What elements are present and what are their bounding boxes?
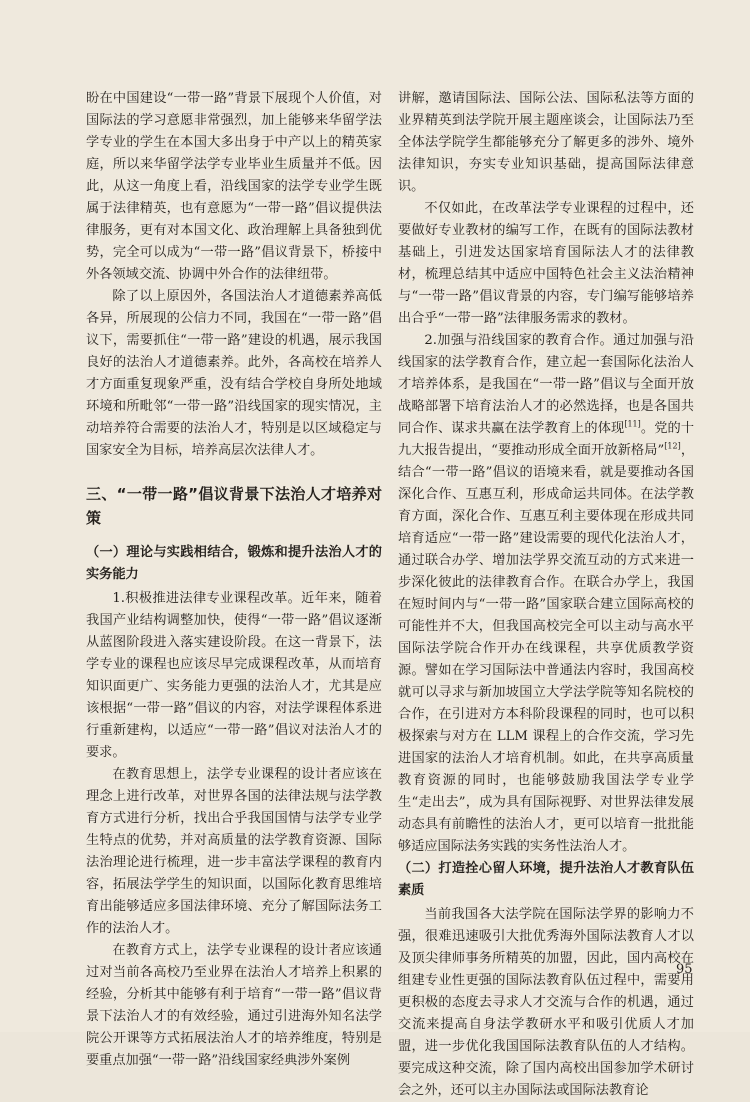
body-paragraph: 盼在中国建设“一带一路”背景下展现个人价值，对国际法的学习意愿非常强烈，加上能够来华留学法学专业的学生在本国大多出身于中产以上的精英家庭，所以来华留学法学专业毕业生质量并不低。因此，从这一角度上看，沿线国家的法学专业学生既属于法律精英，也有意愿为“一带一路”倡议提供法律服务，更有对本国文化、政治理解上具备独到优势，完全可以成为“一带一路”倡议背景下，桥接中外各领域交流、协调中外合作的法律纽带。 <box>86 91 382 282</box>
body-paragraph: 不仅如此，在改革法学专业课程的过程中，还要做好专业教材的编写工作，在既有的国际法教材基础上，引进发达国家培育国际法人才的法律教材，梳理总结其中适应中国特色社会主义法治精神与“一带一路”倡议背景的内容，专门编写能够培养出合乎“一带一路”法律服务需求的教材。 <box>398 201 694 326</box>
body-paragraph: 除了以上原因外，各国法治人才道德素养高低各异，所展现的公信力不同，我国在“一带一路”倡议下，需要抓住“一带一路”建设的机遇，展示我国良好的法治人才道德素养。此外，各高校在培养人才方面重复现象严重，没有结合学校自身所处地域环境和所毗邻“一带一路”沿线国家的现实情况，主动培养符合需要的法治人才，特别是以区域稳定与国家安全为目标，培养高层次法律人才。 <box>86 289 382 458</box>
body-paragraph: 在教育思想上，法学专业课程的设计者应该在理念上进行改革，对世界各国的法律法规与法学教育方式进行分析，找出合乎我国国情与法学专业学生特点的优势，并对高质量的法学教育资源、国际法治理论进行梳理，进一步丰富法学课程的教育内容，拓展法学学生的知识面，以国际化教育思维培育出能够适应多国法律环境、充分了解国际法务工作的法治人才。 <box>86 767 382 936</box>
section-heading: 三、“一带一路”倡议背景下法治人才培养对策 <box>86 485 382 527</box>
body-paragraph: 在教育方式上，法学专业课程的设计者应该通过对当前各高校乃至业界在法治人才培养上积累的经验，分析其中能够有利于培育“一带一路”倡议背景下法治人才的有效经验，通过引进海外知名法学院公开课等方式拓展法治人才的培养维度，特别是要重点加强“一带一路”沿线国家经典涉外案例 <box>86 943 382 1068</box>
left-column <box>86 88 382 1072</box>
paragraph-text: 2.加强与沿线国家的教育合作。通过加强与沿线国家的法学教育合作，建立起一套国际化法治人才培养体系，是我国在“一带一路”倡议与全面开放战略部署下培育法治人才的必然选择，也是各国共同合作、谋求共赢在法学教育上的体现 <box>398 333 694 436</box>
body-paragraph: 当前我国各大法学院在国际法学界的影响力不强，很难迅速吸引大批优秀海外国际法教育人才以及顶尖律师事务所精英的加盟，因此，国内高校在组建专业性更强的国际法教育队伍过程中，需要用更积极的态度去寻求人才交流与合作的机遇，通过交流来提高自身法学教研水平和吸引优质人才加盟，进一步优化我国国际法教育队伍的人才结构。要完成这种交流，除了国内高校出国参加学术研讨会之外，还可以主办国际法或国际法教育论 <box>398 907 694 1098</box>
citation-ref: [12] <box>664 441 681 451</box>
subsection-heading: （一）理论与实践相结合，锻炼和提升法治人才的实务能力 <box>86 545 382 582</box>
page-number: 95 <box>676 962 693 977</box>
subsection-heading: （二）打造拴心留人环境，提升法治人才教育队伍素质 <box>398 861 694 898</box>
body-paragraph <box>398 330 694 858</box>
body-paragraph: 1.积极推进法律专业课程改革。近年来，随着我国产业结构调整加快，使得“一带一路”倡议逐渐从蓝图阶段进入落实建设阶段。在这一背景下，法学专业的课程也应该尽早完成课程改革，从而培育知识面更广、实务能力更强的法治人才，尤其是应该根据“一带一路”倡议的内容，对法学课程体系进行重新建构，以适应“一带一路”倡议对法治人才的要求。 <box>86 591 382 760</box>
body-paragraph: 讲解，邀请国际法、国际公法、国际私法等方面的业界精英到法学院开展主题座谈会，让国际法乃至全体法学院学生都能够充分了解更多的涉外、境外法律知识，夯实专业知识基础，提高国际法律意识。 <box>398 91 694 194</box>
paragraph-text: ，结合“一带一路”倡议的语境来看，就是要推动各国深化合作、互惠互利，形成命运共同体。在法学教育方面，深化合作、互惠互利主要体现在形成共同培育适应“一带一路”建设需要的现代化法治人才，通过联合办学、增加法学界交流互动的方式来进一步深化彼此的法律教育合作。在联合办学上，我国在短时间内与“一带一路”国家联合建立国际高校的可能性并不大，但我国高校完全可以主动与高水平国际法学院合作开办在线课程，共享优质教学资源。譬如在学习国际法中普通法内容时，我国高校就可以寻求与新加坡国立大学法学院等知名院校的合作，在引进对方本科阶段课程的同时，也可以积极探索与对方在 LLM 课程上的合作交流，学习先进国家的法治人才培育机制。如此，在共享高质量教育资源的同时，也能够鼓励我国法学专业学生“走出去”，成为具有国际视野、对世界法律发展动态具有前瞻性的法治人才，更可以培育一批批能够适应国际法务实践的实务性法治人才。 <box>398 443 695 854</box>
right-column <box>398 88 694 1102</box>
citation-ref: [11] <box>624 419 641 429</box>
paragraph-text: 。党的十九大报告提出，“要推动形成全面开放新格局” <box>398 421 695 458</box>
